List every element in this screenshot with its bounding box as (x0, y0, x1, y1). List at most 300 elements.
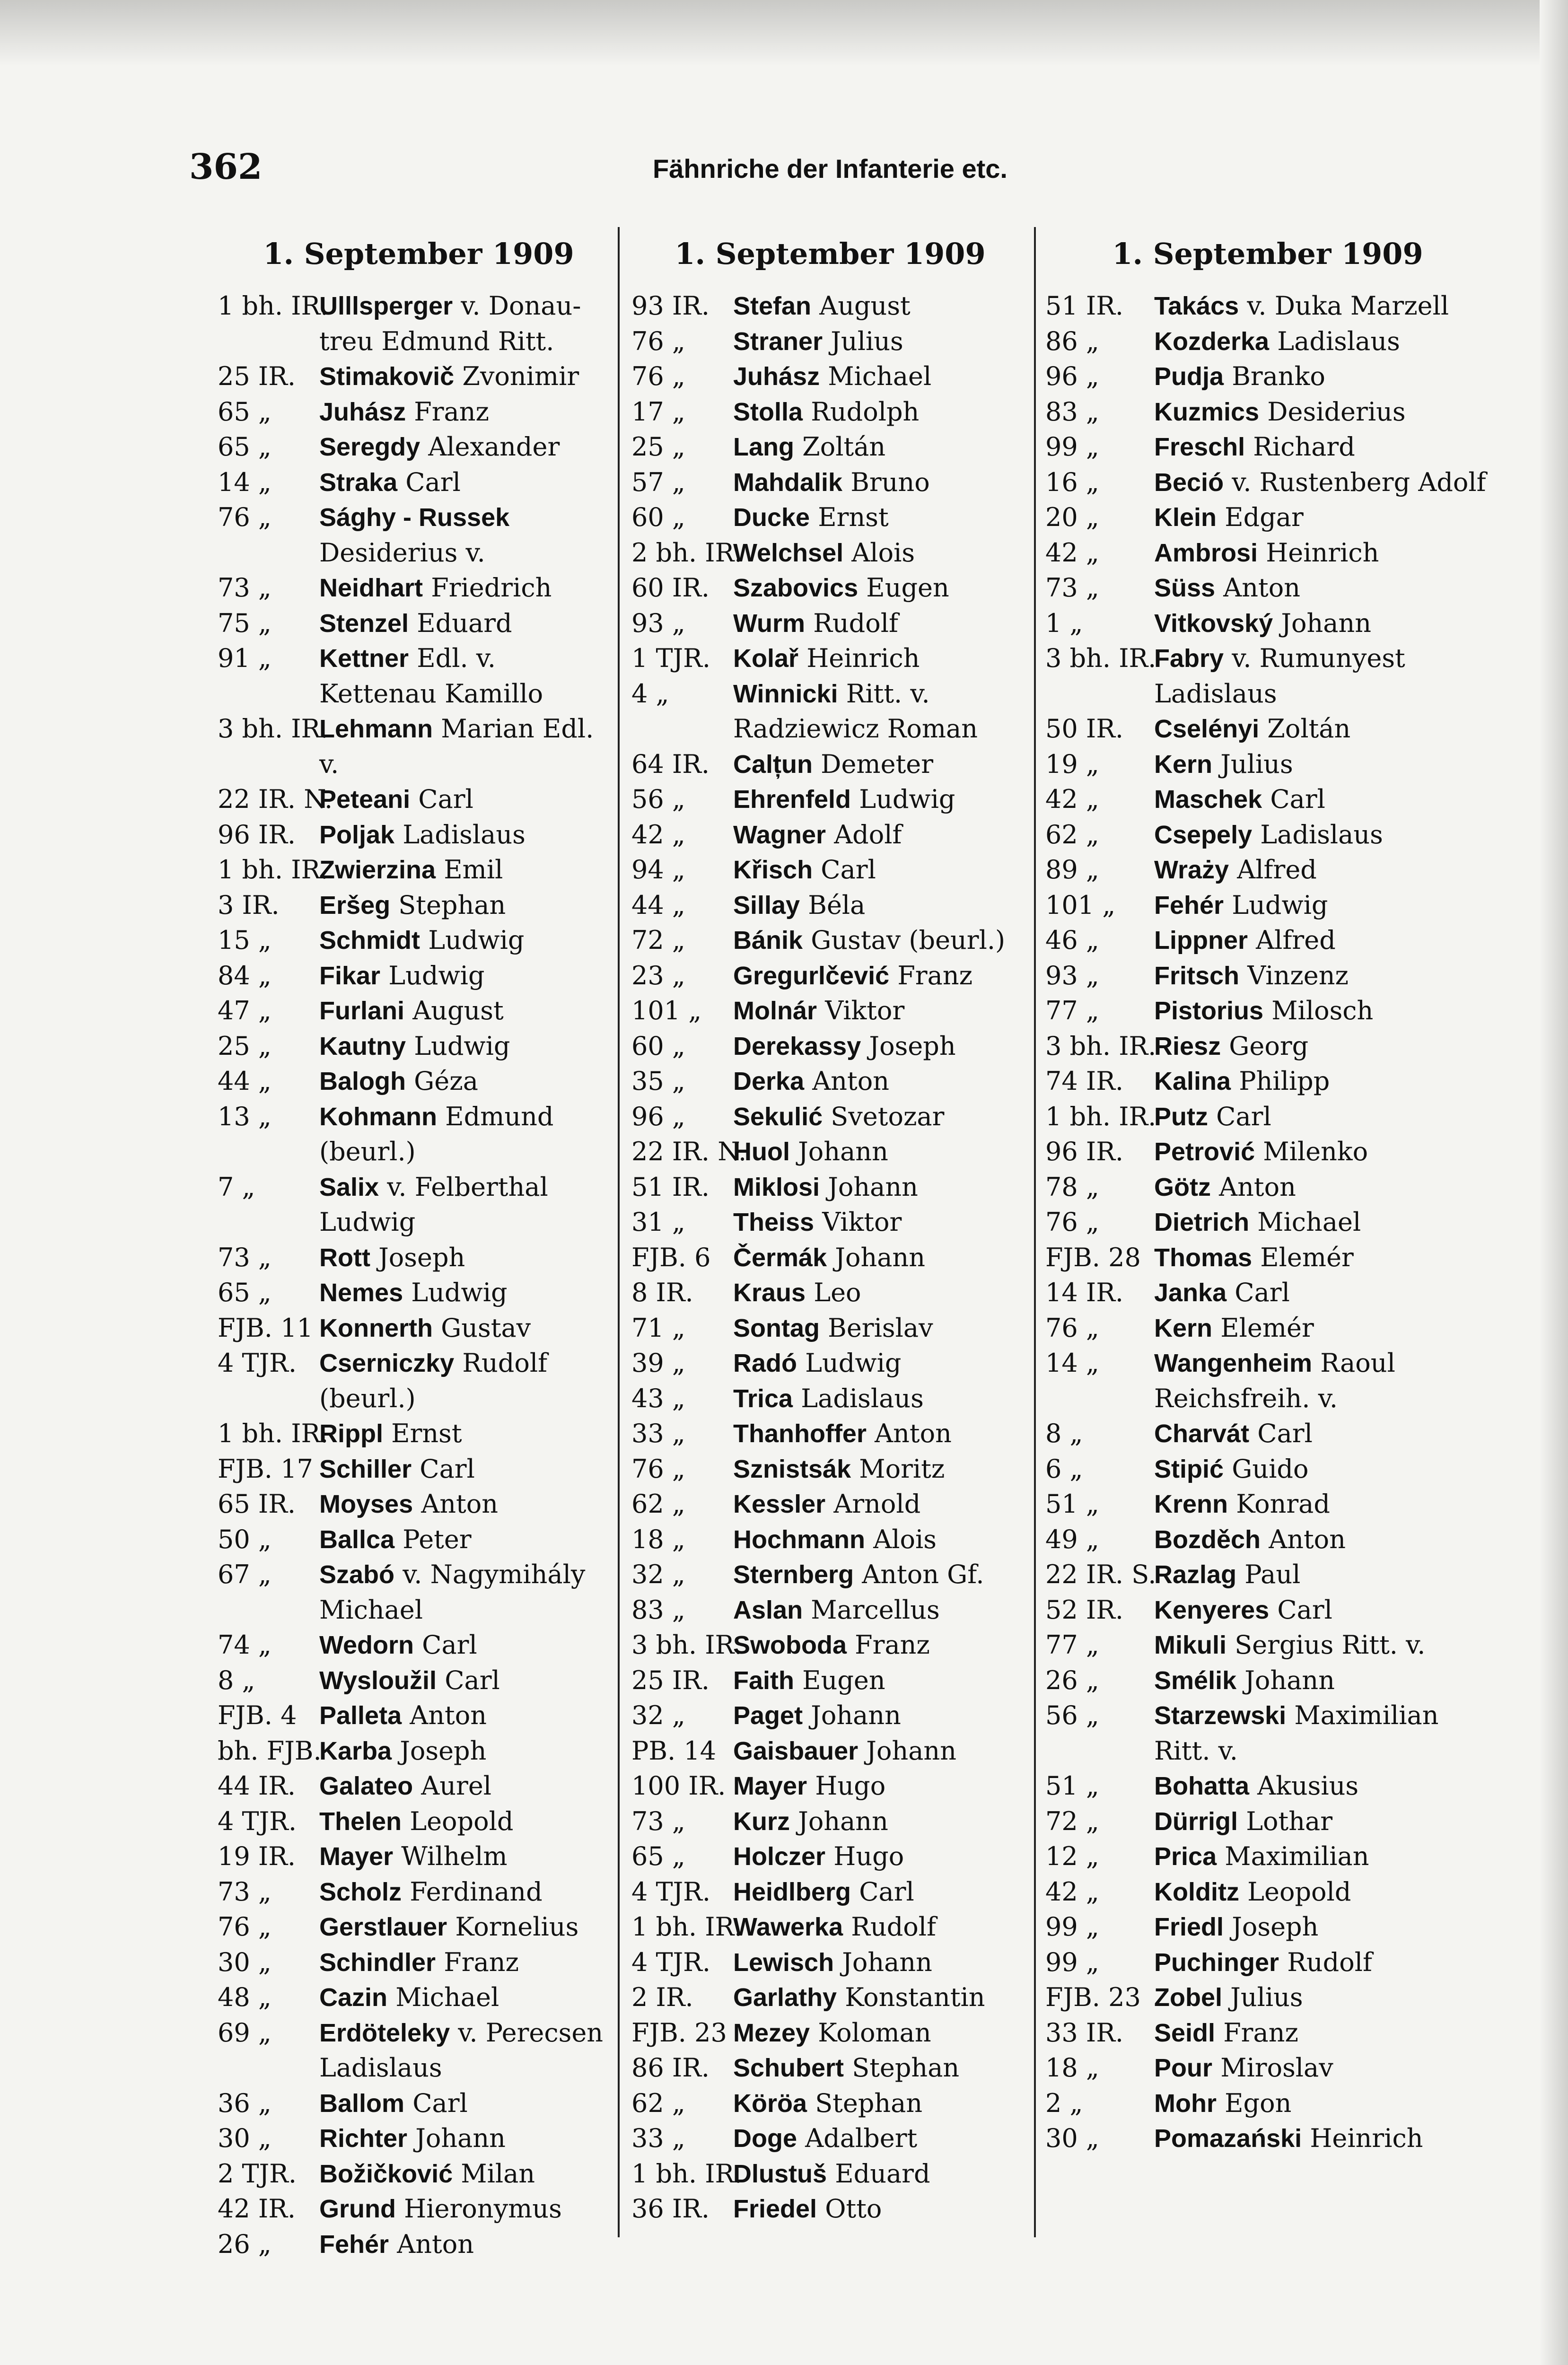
unit-label: 69 „ (218, 2017, 272, 2048)
given-names: Johann (1244, 1665, 1335, 1695)
list-item (218, 1698, 620, 1734)
person-name (319, 429, 620, 465)
unit-label: 72 „ (1045, 1806, 1099, 1836)
unit-label: 22 IR. N. (218, 784, 333, 814)
person-name (319, 1980, 620, 2015)
surname: Lang (733, 433, 794, 461)
list-item (631, 1240, 1029, 1276)
person-name (319, 1099, 620, 1170)
person-name (733, 1839, 1029, 1874)
surname: Petrović (1154, 1138, 1255, 1166)
given-names: Anton (812, 1066, 890, 1096)
surname: Pour (1154, 2054, 1213, 2082)
given-names: Eugen (866, 573, 949, 603)
given-names: Konstantin (845, 1982, 985, 2012)
list-item (631, 747, 1029, 782)
column-title: 1. September 1909 (263, 236, 574, 271)
surname: Maschek (1154, 785, 1262, 814)
person-name (1154, 1064, 1490, 1099)
given-names: Elemér (1220, 1313, 1314, 1343)
surname: Kern (1154, 1314, 1213, 1342)
person-name (733, 993, 1029, 1029)
surname: Balogh (319, 1067, 406, 1095)
unit-label: 93 IR. (631, 291, 710, 321)
given-names: Carl (412, 2088, 468, 2118)
list-item (218, 1452, 620, 1487)
person-name (1154, 500, 1490, 535)
given-names: Johann (811, 1700, 901, 1730)
person-name (319, 1945, 620, 1980)
surname: Sontag (733, 1314, 820, 1342)
person-name (733, 1663, 1029, 1699)
person-name (319, 1346, 620, 1416)
surname: Welchsel (733, 538, 844, 567)
given-names: Stephan (815, 2088, 923, 2118)
given-names: Joseph (1232, 1912, 1319, 1942)
given-names: Rudolf (beurl.) (319, 1348, 548, 1413)
surname: Karba (319, 1736, 392, 1765)
person-name (1154, 1416, 1490, 1452)
unit-label: 14 IR. (1045, 1278, 1124, 1307)
list-item (218, 2121, 620, 2156)
given-names: Anton (1269, 1524, 1346, 1554)
list-item (631, 1593, 1029, 1628)
surname: Dietrich (1154, 1208, 1250, 1236)
list-item (1045, 1452, 1490, 1487)
given-names: Elemér (1260, 1242, 1354, 1272)
surname: Wawerka (733, 1913, 843, 1941)
unit-label: 1 „ (1045, 608, 1083, 638)
unit-label: 42 „ (631, 819, 685, 850)
unit-label: 76 „ (1045, 1313, 1099, 1343)
unit-label: 22 IR. N. (631, 1137, 747, 1166)
person-name (319, 782, 620, 817)
unit-label: 33 IR. (1045, 2017, 1124, 2048)
person-name (319, 606, 620, 641)
person-name (319, 465, 620, 500)
unit-label: 8 „ (1045, 1419, 1083, 1448)
list-item (1045, 782, 1490, 817)
surname: Bánik (733, 926, 803, 955)
surname: Straka (319, 468, 398, 497)
list-item (218, 1910, 620, 1945)
surname: Pomazański (1154, 2124, 1302, 2153)
given-names: Marcellus (811, 1594, 940, 1625)
unit-label: 1 bh. IR. (218, 855, 329, 885)
list-item (1045, 958, 1490, 994)
person-name (1154, 1205, 1490, 1240)
surname: Seidl (1154, 2018, 1216, 2047)
person-name (733, 2156, 1029, 2192)
list-item (218, 1487, 620, 1522)
list-item (1045, 1663, 1490, 1699)
person-name (733, 1205, 1029, 1240)
person-name (733, 923, 1029, 958)
surname: Miklosi (733, 1173, 820, 1201)
given-names: Michael (395, 1982, 499, 2012)
surname: Kettner (319, 644, 409, 673)
unit-label: 15 „ (218, 925, 272, 955)
list-item (1045, 993, 1490, 1029)
list-item (218, 2191, 620, 2227)
given-names: Friedrich (431, 573, 552, 603)
given-names: Michael (828, 361, 932, 391)
person-name (733, 535, 1029, 571)
given-names: Heinrich (1266, 537, 1379, 568)
list-item (1045, 1522, 1490, 1558)
given-names: Alfred (1237, 855, 1317, 885)
given-names: Ludwig (414, 1031, 510, 1061)
surname: Friedl (1154, 1913, 1224, 1941)
surname: Richter (319, 2124, 408, 2153)
surname: Wurm (733, 609, 806, 638)
list-item (631, 1945, 1029, 1980)
list-item (218, 711, 620, 782)
surname: Wangenheim (1154, 1349, 1313, 1377)
surname: Thanhoffer (733, 1419, 867, 1448)
unit-label: 4 „ (631, 678, 669, 709)
unit-label: 76 „ (218, 502, 272, 532)
surname: Garlathy (733, 1983, 837, 2012)
person-name (733, 2050, 1029, 2086)
list-item (1045, 888, 1490, 923)
list-item (218, 1240, 620, 1276)
surname: Dlustuš (733, 2159, 827, 2188)
given-names: Carl (1257, 1419, 1313, 1448)
person-name (733, 888, 1029, 923)
unit-label: 51 „ (1045, 1489, 1099, 1519)
given-names: Anton (1223, 573, 1301, 603)
surname: Ducke (733, 503, 810, 532)
surname: Stenzel (319, 609, 409, 638)
list-item (631, 1663, 1029, 1699)
given-names: Carl (821, 855, 876, 885)
surname: Szabó (319, 1560, 395, 1589)
list-item (218, 359, 620, 394)
given-names: Hieronymus (404, 2194, 562, 2224)
unit-label: 12 „ (1045, 1841, 1099, 1871)
person-name (733, 1416, 1029, 1452)
given-names: Franz (855, 1630, 930, 1660)
surname: Schmidt (319, 926, 420, 955)
unit-label: 76 „ (218, 1912, 272, 1942)
surname: Dürrigl (1154, 1807, 1238, 1836)
list-item (218, 1980, 620, 2015)
surname: Cselényi (1154, 715, 1260, 743)
list-item (218, 782, 620, 817)
list-item (631, 1099, 1029, 1135)
given-names: Branko (1232, 361, 1325, 391)
list-item (631, 535, 1029, 571)
list-item (631, 2015, 1029, 2051)
list-item (1045, 2015, 1490, 2051)
given-names: Anton (421, 1489, 499, 1519)
given-names: Lothar (1246, 1806, 1333, 1836)
person-name (1154, 2050, 1490, 2086)
given-names: Otto (825, 2194, 882, 2224)
person-name (1154, 1346, 1490, 1416)
list-item (218, 606, 620, 641)
surname: Calțun (733, 750, 813, 779)
unit-label: 4 TJR. (218, 1806, 297, 1836)
surname: Mahdalik (733, 468, 843, 497)
person-name (319, 1769, 620, 1804)
list-item (218, 500, 620, 570)
list-item (631, 641, 1029, 676)
person-name (733, 1346, 1029, 1381)
list-item (631, 1804, 1029, 1839)
unit-label: 1 bh. IR. (218, 291, 329, 321)
surname: Moyses (319, 1490, 413, 1518)
unit-label: 25 IR. (631, 1665, 710, 1695)
unit-label: 49 „ (1045, 1524, 1099, 1554)
given-names: Ludwig (805, 1348, 902, 1378)
list-item (1045, 1240, 1490, 1276)
unit-label: FJB. 4 (218, 1700, 297, 1730)
unit-label: 65 „ (631, 1841, 685, 1871)
person-name (733, 817, 1029, 853)
surname: Fehér (1154, 891, 1224, 920)
unit-label: 32 „ (631, 1559, 685, 1589)
person-name (733, 1945, 1029, 1980)
unit-label: FJB. 23 (631, 2017, 727, 2048)
person-name (733, 1099, 1029, 1135)
unit-label: 44 „ (631, 890, 685, 920)
given-names: Julius (831, 326, 903, 356)
surname: Gregurlčević (733, 961, 890, 990)
list-item (631, 958, 1029, 994)
surname: Schindler (319, 1948, 436, 1977)
surname: Nemes (319, 1279, 403, 1307)
unit-label: 51 „ (1045, 1771, 1099, 1801)
list-item (1045, 817, 1490, 853)
given-names: Ludwig (388, 960, 485, 990)
given-names: Svetozar (831, 1101, 945, 1131)
given-names: Eduard (417, 608, 512, 638)
list-item (1045, 289, 1490, 324)
person-name (319, 958, 620, 994)
list-item (631, 1874, 1029, 1910)
unit-label: 1 bh. IR. (631, 2158, 743, 2189)
surname: Fehér (319, 2230, 389, 2259)
surname: Friedel (733, 2195, 817, 2223)
surname: Charvát (1154, 1419, 1250, 1448)
unit-label: 18 „ (1045, 2053, 1099, 2083)
list-item (631, 1980, 1029, 2015)
unit-label: 8 „ (218, 1665, 255, 1695)
given-names: Ladislaus (403, 819, 526, 850)
list-item (631, 289, 1029, 324)
unit-label: 96 „ (631, 1101, 685, 1131)
person-name (733, 676, 1029, 747)
person-name (733, 1134, 1029, 1170)
given-names: Anton (875, 1419, 952, 1448)
person-name (733, 747, 1029, 782)
unit-label: 73 „ (1045, 573, 1099, 603)
person-name (319, 359, 620, 394)
list-item (218, 1170, 620, 1240)
list-item (1045, 1628, 1490, 1663)
surname: Mayer (319, 1842, 394, 1871)
given-names: Eduard (835, 2158, 930, 2189)
surname: Fikar (319, 961, 381, 990)
list-item (631, 676, 1029, 747)
given-names: Milenko (1263, 1137, 1368, 1166)
list-item (631, 2086, 1029, 2121)
surname: Pudja (1154, 362, 1224, 391)
surname: Konnerth (319, 1314, 433, 1342)
person-name (733, 2121, 1029, 2156)
unit-label: 13 „ (218, 1101, 272, 1131)
person-name (733, 429, 1029, 465)
person-name (1154, 2086, 1490, 2121)
list-item (1045, 923, 1490, 958)
list-item (1045, 1311, 1490, 1346)
surname: Kalina (1154, 1067, 1231, 1095)
given-names: Konrad (1236, 1489, 1330, 1519)
given-names: Maximilian Ritt. v. (1154, 1700, 1439, 1766)
unit-label: 14 „ (1045, 1348, 1099, 1378)
person-name (1154, 958, 1490, 994)
person-name (733, 2086, 1029, 2121)
unit-label: 96 „ (1045, 361, 1099, 391)
list-item (218, 923, 620, 958)
person-name (733, 2191, 1029, 2227)
list-item (1045, 2086, 1490, 2121)
surname: Lippner (1154, 926, 1248, 955)
person-name (1154, 1557, 1490, 1593)
unit-label: 76 „ (631, 326, 685, 356)
surname: Kern (1154, 750, 1213, 779)
surname: Sekulić (733, 1102, 823, 1131)
person-name (1154, 1275, 1490, 1311)
surname: Wedorn (319, 1631, 414, 1659)
person-name (1154, 817, 1490, 853)
person-name (733, 570, 1029, 606)
person-name (319, 1416, 620, 1452)
unit-label: 48 „ (218, 1982, 272, 2012)
given-names: Carl (859, 1876, 914, 1907)
given-names: Georg (1229, 1031, 1309, 1061)
person-name (319, 2086, 620, 2121)
column-title: 1. September 1909 (1112, 236, 1423, 271)
person-name (319, 817, 620, 853)
list-item (1045, 1557, 1490, 1593)
person-name (319, 1663, 620, 1699)
list-item (631, 1628, 1029, 1663)
list-item (218, 289, 620, 359)
unit-label: 65 „ (218, 1278, 272, 1307)
given-names: v. Perecsen Ladislaus (319, 2017, 604, 2083)
unit-label: 2 IR. (631, 1982, 693, 2012)
list-item (1045, 429, 1490, 465)
unit-label: 3 IR. (218, 890, 280, 920)
given-names: Adalbert (805, 2123, 918, 2153)
list-item (1045, 606, 1490, 641)
surname: Stefan (733, 292, 812, 320)
surname: Furlani (319, 997, 405, 1025)
list-item (1045, 1064, 1490, 1099)
person-name (733, 1628, 1029, 1663)
list-item (218, 1557, 620, 1628)
surname: Molnár (733, 997, 817, 1025)
list-item (218, 1099, 620, 1170)
surname: Sághy - Russek (319, 503, 510, 532)
unit-label: 99 „ (1045, 1912, 1099, 1942)
list-item (218, 817, 620, 853)
given-names: Rudolph (811, 396, 920, 427)
unit-label: 99 „ (1045, 1947, 1099, 1977)
person-name (1154, 923, 1490, 958)
given-names: Carl (405, 467, 461, 497)
list-item (631, 923, 1029, 958)
unit-label: FJB. 23 (1045, 1982, 1141, 2012)
unit-label: FJB. 11 (218, 1313, 313, 1343)
surname: Mohr (1154, 2089, 1217, 2118)
list-item (631, 465, 1029, 500)
surname: Fabry (1154, 644, 1224, 673)
person-name (733, 958, 1029, 994)
person-name (319, 2191, 620, 2227)
list-item (631, 1134, 1029, 1170)
surname: Janka (1154, 1279, 1227, 1307)
person-name (319, 993, 620, 1029)
list-item (631, 1522, 1029, 1558)
unit-label: 83 „ (1045, 396, 1099, 427)
unit-label: 65 „ (218, 396, 272, 427)
person-name (1154, 1311, 1490, 1346)
person-name (733, 289, 1029, 324)
unit-label: 2 „ (1045, 2088, 1083, 2118)
given-names: Ernst (818, 502, 889, 532)
unit-label: 33 „ (631, 2123, 685, 2153)
list-item (1045, 1839, 1490, 1874)
unit-label: 50 IR. (1045, 714, 1124, 744)
person-name (1154, 1910, 1490, 1945)
person-name (1154, 782, 1490, 817)
given-names: Alois (851, 537, 915, 568)
given-names: Edmund (beurl.) (319, 1101, 554, 1166)
person-name (733, 1769, 1029, 1804)
list-item (631, 1734, 1029, 1769)
list-item (631, 324, 1029, 359)
list-item (1045, 1910, 1490, 1945)
list-item (1045, 1874, 1490, 1910)
given-names: Carl (1235, 1278, 1290, 1307)
given-names: Franz (444, 1947, 519, 1977)
unit-label: 36 „ (218, 2088, 272, 2118)
person-name (733, 852, 1029, 888)
unit-label: 52 IR. (1045, 1594, 1124, 1625)
given-names: Alfred (1256, 925, 1336, 955)
surname: Sillay (733, 891, 800, 920)
person-name (733, 2015, 1029, 2051)
unit-label: 1 bh. IR. (218, 1419, 329, 1448)
person-name (1154, 2015, 1490, 2051)
list-item (218, 1522, 620, 1558)
list-item (1045, 1698, 1490, 1769)
given-names: Egon (1225, 2088, 1292, 2118)
given-names: Hugo (815, 1771, 886, 1801)
given-names: Koloman (818, 2017, 931, 2048)
given-names: Franz (414, 396, 489, 427)
list-item (631, 852, 1029, 888)
person-name (1154, 1593, 1490, 1628)
unit-label: 86 „ (1045, 326, 1099, 356)
surname: Grund (319, 2195, 396, 2223)
given-names: Anton (397, 2229, 474, 2259)
surname: Götz (1154, 1173, 1211, 1201)
